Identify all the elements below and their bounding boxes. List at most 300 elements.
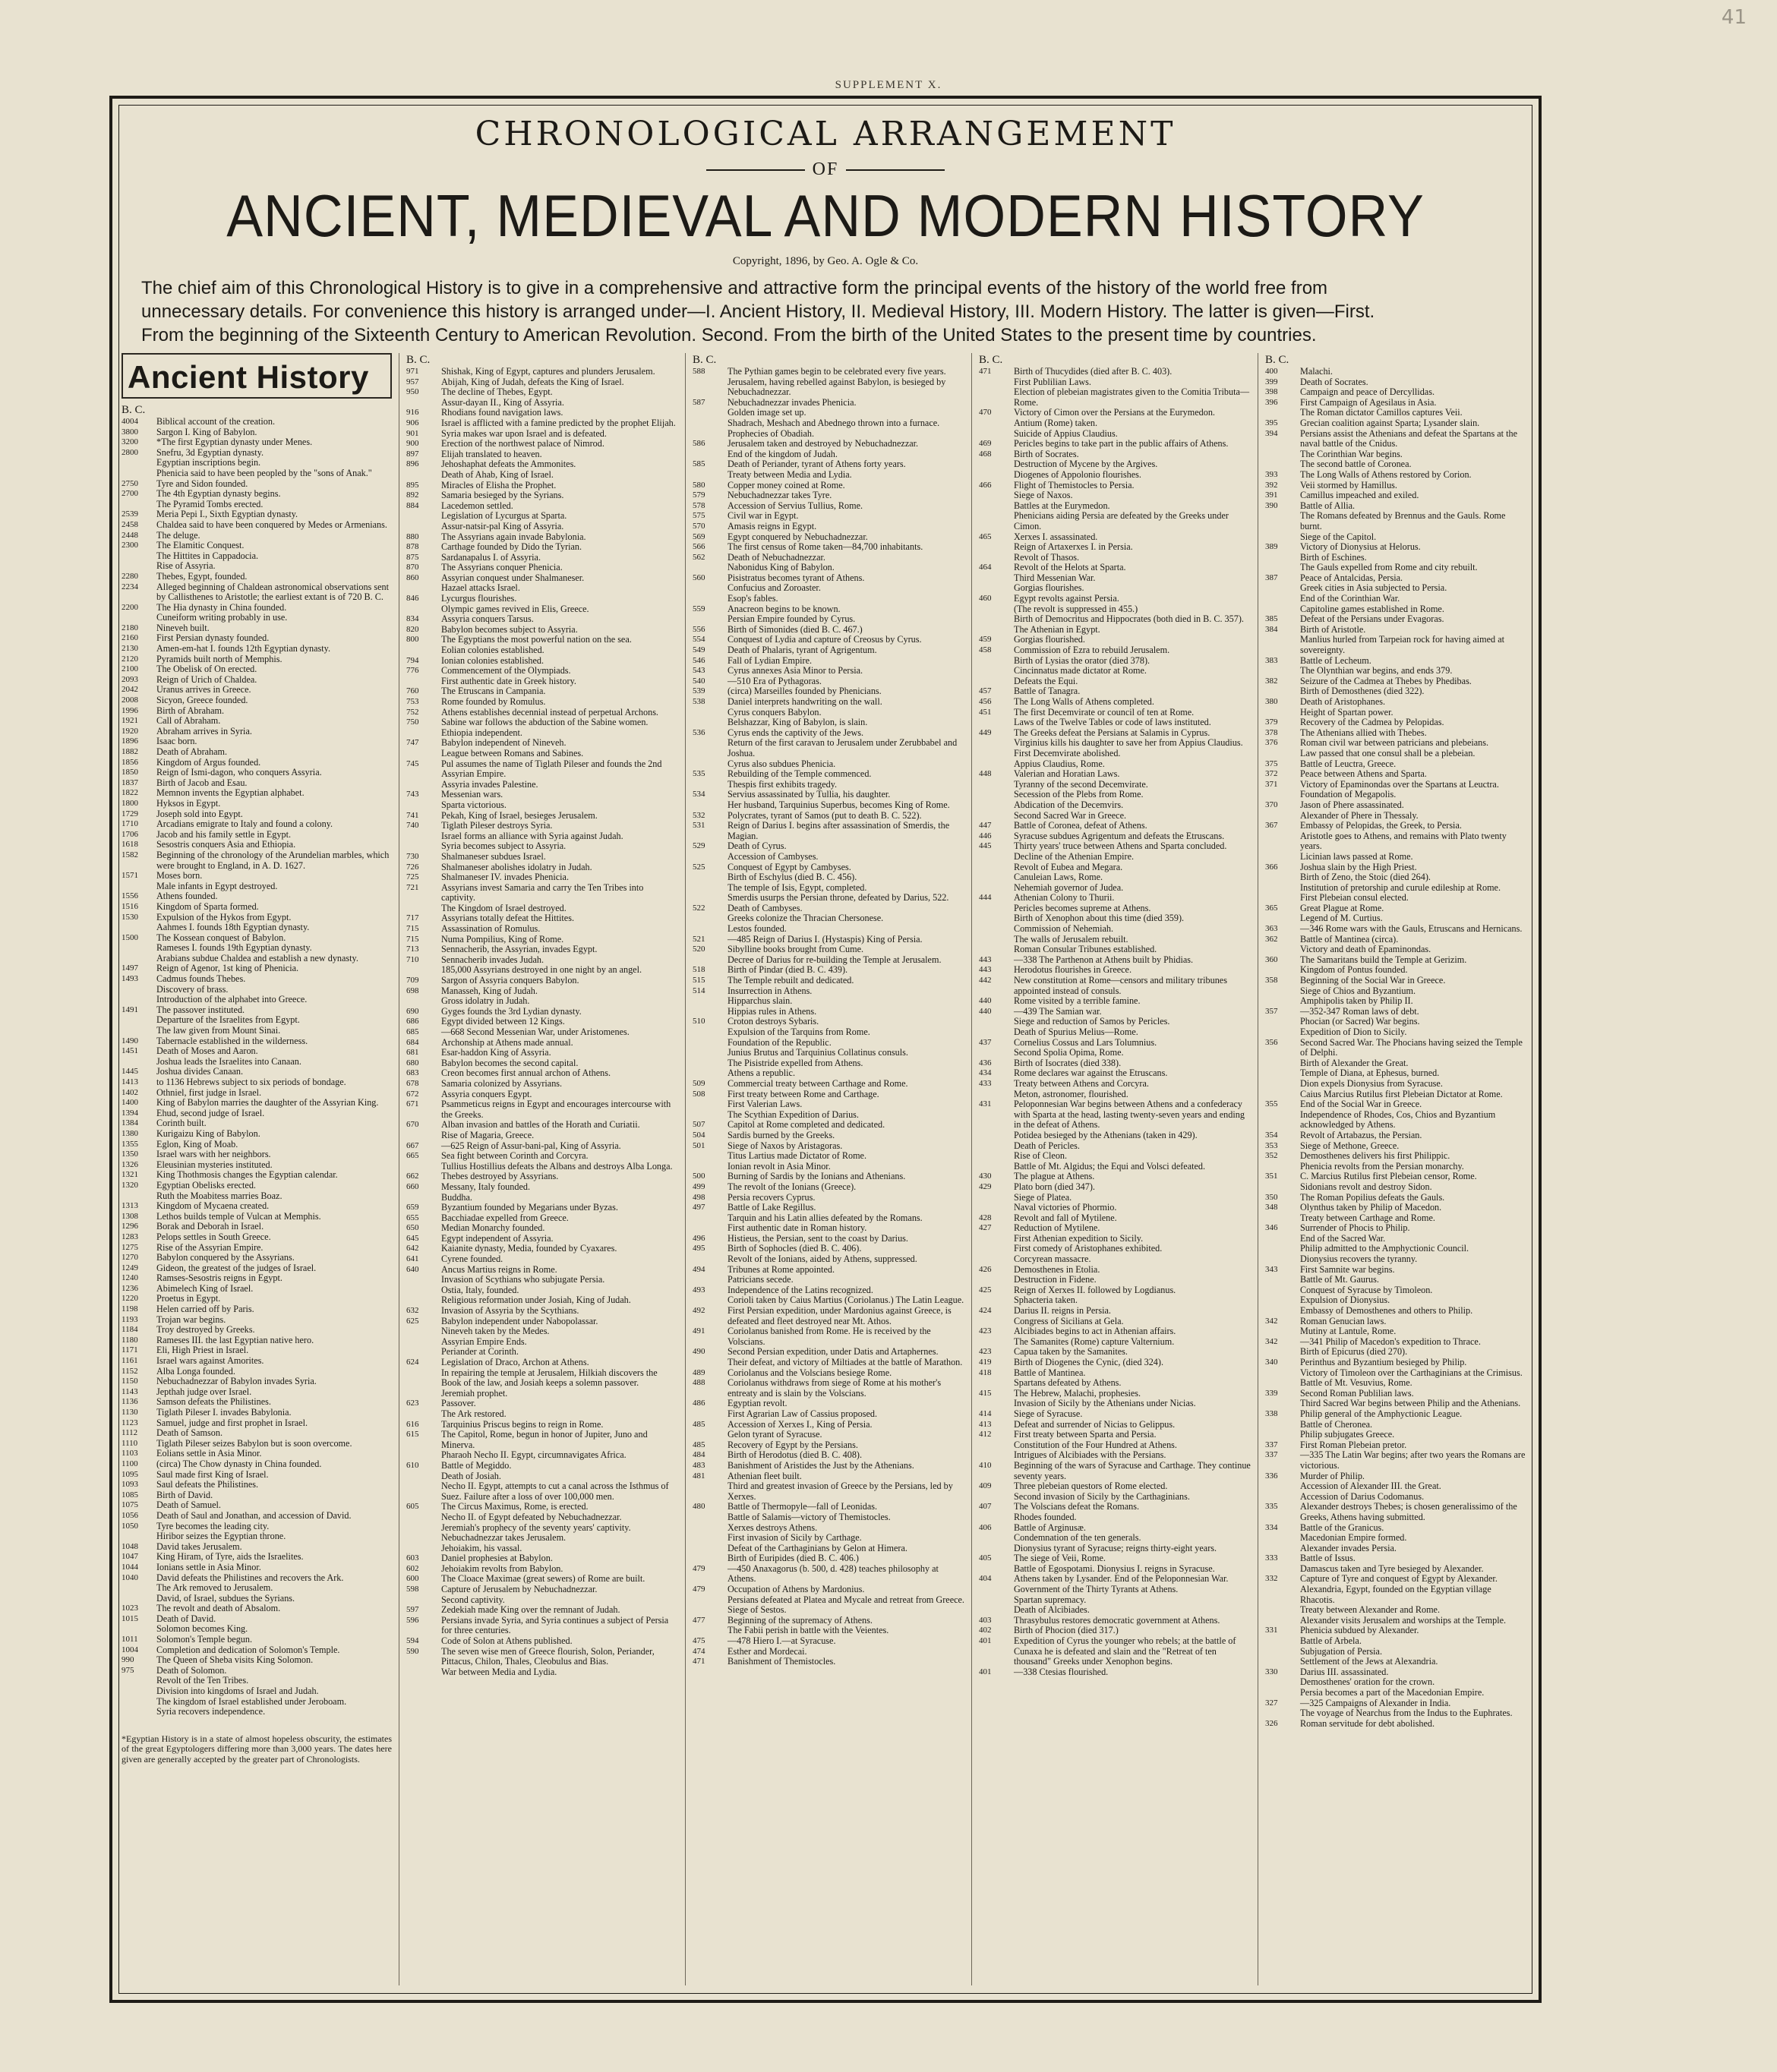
entry-text: The Elamitic Conquest. xyxy=(156,540,245,551)
chronology-entry xyxy=(979,1234,1251,1244)
entry-text: —450 Anaxagorus (b. 500, d. 428) teaches philosophy at Athens. xyxy=(728,1563,939,1585)
entry-text: New constitution at Rome—censors and military tribunes appointed instead of consuls. xyxy=(1014,975,1227,996)
entry-text: Victory of Epaminondas over the Spartans at Leuctra. xyxy=(1300,778,1499,790)
entry-text: Babylon becomes the second capital. xyxy=(441,1057,579,1068)
chronology-entry xyxy=(693,1440,964,1451)
entry-text: First Agrarian Law of Cassius proposed. xyxy=(728,1408,878,1419)
chronology-entry xyxy=(979,883,1251,894)
entry-year xyxy=(979,738,1014,749)
chronology-entry xyxy=(122,1356,392,1367)
entry-year xyxy=(1265,583,1300,594)
entry-text: Alexandria, Egypt, founded on the Egyptian village Rhacotis. xyxy=(1300,1584,1491,1605)
chronology-entry xyxy=(979,1399,1251,1409)
entry-year: 1152 xyxy=(122,1366,138,1376)
chronology-entry xyxy=(979,1430,1251,1440)
chronology-entry xyxy=(979,780,1251,790)
chronology-entry xyxy=(979,945,1251,955)
entry-text: Legislation of Lycurgus at Sparta. xyxy=(441,510,567,522)
entry-year: 436 xyxy=(979,1058,992,1068)
entry-year: 334 xyxy=(1265,1522,1278,1532)
entry-year: 2458 xyxy=(122,519,138,529)
chronology-entry xyxy=(693,1203,964,1213)
chronology-entry xyxy=(122,479,392,490)
entry-text: The Kingdom of Israel destroyed. xyxy=(441,902,567,913)
column-divider xyxy=(685,353,686,1985)
entry-year: 479 xyxy=(693,1585,705,1594)
entry-text: Pelops settles in South Greece. xyxy=(156,1231,271,1242)
entry-text: Sparta victorious. xyxy=(441,799,507,810)
chronology-entry xyxy=(406,1295,678,1306)
chronology-entry xyxy=(1265,883,1526,894)
chronology-entry xyxy=(1265,604,1526,615)
entry-text: Olympic games revived in Elis, Greece. xyxy=(441,603,589,614)
chronology-entry xyxy=(122,881,392,892)
chronology-entry xyxy=(979,1151,1251,1162)
chronology-entry xyxy=(693,666,964,676)
entry-year: 1011 xyxy=(122,1635,138,1645)
entry-text: Uranus arrives in Greece. xyxy=(156,684,251,695)
entry-year: 531 xyxy=(693,821,705,831)
chronology-entry xyxy=(979,1017,1251,1027)
entry-text: Birth of Isocrates (died 338). xyxy=(1014,1057,1122,1068)
entry-text: Nineveh built. xyxy=(156,622,210,633)
chronology-entry xyxy=(693,1068,964,1079)
chronology-entry xyxy=(122,561,392,572)
chronology-entry xyxy=(406,945,678,955)
entry-year xyxy=(1265,532,1300,543)
entry-text: Birth of Alexander the Great. xyxy=(1300,1057,1409,1068)
entry-year xyxy=(693,1512,728,1523)
entry-text: Peace of Antalcidas, Persia. xyxy=(1300,572,1403,583)
chronology-entry xyxy=(979,965,1251,976)
column-4 xyxy=(979,353,1251,1989)
chronology-entry xyxy=(406,532,678,543)
entry-year: 1236 xyxy=(122,1283,138,1293)
chronology-entry xyxy=(1265,924,1526,935)
chronology-entry xyxy=(122,736,392,747)
entry-year xyxy=(979,811,1014,822)
chronology-entry xyxy=(693,1285,964,1296)
entry-text: Birth of Epicurus (died 270). xyxy=(1300,1346,1408,1358)
chronology-entry xyxy=(1265,913,1526,924)
entry-text: Jason of Phere assassinated. xyxy=(1300,799,1404,810)
entry-text: Independence of Rhodes, Cos, Chios and Byzantium acknowledged by Athens. xyxy=(1300,1109,1496,1131)
chronology-entry xyxy=(979,1265,1251,1276)
chronology-entry xyxy=(1265,656,1526,667)
entry-year xyxy=(979,1317,1014,1327)
entry-text: Capture of Tyre and conquest of Egypt by Alexander. xyxy=(1300,1573,1498,1585)
chronology-entry xyxy=(122,1552,392,1563)
entry-text: Peloponnesian War begins between Athens and a confederacy with Sparta at the head, lasting twenty-seven years and ending in the defeat of Athens. xyxy=(1014,1099,1245,1131)
chronology-entry xyxy=(693,852,964,863)
entry-text: Greek cities in Asia subjected to Persia. xyxy=(1300,582,1447,594)
entry-text: The Circus Maximus, Rome, is erected. xyxy=(441,1501,589,1512)
entry-year xyxy=(979,429,1014,440)
chronology-entry xyxy=(979,872,1251,883)
entry-text: Psammeticus reigns in Egypt and encourages intercourse with the Greeks. xyxy=(441,1099,671,1120)
chronology-entry xyxy=(979,1141,1251,1152)
chronology-entry xyxy=(122,1428,392,1439)
chronology-entry xyxy=(1265,1636,1526,1647)
entry-year: 342 xyxy=(1265,1336,1278,1346)
chronology-entry xyxy=(122,1707,392,1717)
entry-year xyxy=(979,511,1014,531)
chronology-entry xyxy=(693,481,964,491)
chronology-entry xyxy=(979,614,1251,625)
entry-text: Passover. xyxy=(441,1398,476,1409)
chronology-entry xyxy=(1265,1317,1526,1327)
entry-year: 529 xyxy=(693,841,705,851)
chronology-entry xyxy=(1265,1698,1526,1709)
chronology-entry xyxy=(693,1131,964,1141)
entry-text: Kingdom of Pontus founded. xyxy=(1300,964,1408,976)
entry-text: The first census of Rome taken—84,700 inhabitants. xyxy=(728,541,923,553)
entry-text: Rameses I. founds 19th Egyptian dynasty. xyxy=(156,942,312,954)
chronology-entry xyxy=(1265,686,1526,697)
entry-text: Secession of the Plebs from Rome. xyxy=(1014,789,1144,800)
entry-text: Insurrection in Athens. xyxy=(728,985,813,996)
entry-year: 655 xyxy=(406,1213,419,1222)
entry-text: Condemnation of the ten generals. xyxy=(1014,1532,1141,1544)
entry-year: 1198 xyxy=(122,1304,138,1314)
entry-year: 1326 xyxy=(122,1159,138,1169)
entry-text: The Romans defeated by Brennus and the Gauls. Rome burnt. xyxy=(1300,510,1506,531)
entry-text: Height of Spartan power. xyxy=(1300,706,1394,717)
entry-text: Siege of the Capitol. xyxy=(1300,531,1377,542)
entry-year xyxy=(979,800,1014,811)
chronology-entry xyxy=(693,1275,964,1285)
chronology-entry xyxy=(406,976,678,986)
chronology-entry xyxy=(122,809,392,820)
entry-text: Pisistratus becomes tyrant of Athens. xyxy=(728,572,865,583)
entry-text: Lycurgus flourishes. xyxy=(441,593,517,604)
entry-year: 522 xyxy=(693,903,705,913)
entry-text: Solomon becomes King. xyxy=(156,1623,248,1635)
page-number: 41 xyxy=(1721,6,1747,29)
chronology-entry xyxy=(122,1470,392,1481)
entry-year xyxy=(979,1244,1014,1254)
chronology-entry xyxy=(693,759,964,770)
entry-year: 1015 xyxy=(122,1613,138,1623)
chronology-entry xyxy=(122,1212,392,1222)
chronology-entry xyxy=(979,408,1251,418)
entry-year xyxy=(979,1533,1014,1544)
chronology-entry xyxy=(122,850,392,871)
entry-year: 383 xyxy=(1265,655,1278,665)
entry-text: Reduction of Mytilene. xyxy=(1014,1222,1100,1234)
chronology-entry xyxy=(1265,1358,1526,1368)
chronology-entry xyxy=(406,1048,678,1058)
chronology-entry xyxy=(979,1378,1251,1389)
entry-year xyxy=(1265,831,1300,852)
entry-year: 602 xyxy=(406,1563,419,1573)
entry-text: Settlement of the Jews at Alexandria. xyxy=(1300,1656,1438,1667)
entry-text: Syracuse subdues Agrigentum and defeats the Etruscans. xyxy=(1014,830,1225,841)
chronology-entry xyxy=(406,1471,678,1482)
entry-text: Sea fight between Corinth and Corcyra. xyxy=(441,1150,589,1162)
entry-year: 525 xyxy=(693,862,705,872)
chronology-entry xyxy=(979,893,1251,904)
chronology-entry xyxy=(406,1285,678,1296)
entry-year: 1056 xyxy=(122,1510,138,1520)
entry-year: 1451 xyxy=(122,1046,138,1056)
entry-year xyxy=(406,398,441,408)
entry-text: Caius Marcius Rutilus first Plebeian Dictator at Rome. xyxy=(1300,1088,1503,1099)
chronology-entry xyxy=(979,501,1251,512)
entry-year: 384 xyxy=(1265,624,1278,634)
chronology-entry xyxy=(122,1140,392,1150)
entry-text: Abijah, King of Judah, defeats the King of Israel. xyxy=(441,376,624,387)
entry-text: Demosthenes' oration for the crown. xyxy=(1300,1676,1435,1688)
chronology-entry xyxy=(406,1667,678,1678)
entry-text: Demosthenes in Etolia. xyxy=(1014,1263,1100,1275)
chronology-entry xyxy=(122,1387,392,1398)
chronology-entry xyxy=(979,976,1251,996)
entry-year: 479 xyxy=(693,1563,705,1573)
entry-text: Call of Abraham. xyxy=(156,715,221,727)
entry-year: 403 xyxy=(979,1615,992,1625)
chronology-entry xyxy=(1265,1275,1526,1285)
entry-text: Phenicia revolts from the Persian monarchy. xyxy=(1300,1160,1464,1172)
header xyxy=(114,114,1537,347)
entry-text: Aristotle goes to Athens, and remains with Plato twenty years. xyxy=(1300,830,1507,852)
entry-text: The Corinthian War begins. xyxy=(1300,448,1403,459)
chronology-entry xyxy=(1265,1162,1526,1172)
chronology-entry xyxy=(979,635,1251,645)
chronology-entry xyxy=(693,811,964,822)
entry-text: Third Sacred War begins between Philip and the Athenians. xyxy=(1300,1398,1521,1409)
chronology-entry xyxy=(1265,811,1526,822)
entry-text: Congress of Sicilians at Gela. xyxy=(1014,1315,1124,1326)
entry-text: Battle of Thermopyle—fall of Leonidas. xyxy=(728,1501,878,1512)
entry-text: Expedition of Cyrus the younger who rebels; at the battle of Cunaxa he is defeated and slain and the "Retreat of ten thousand" Greeks under Xenophon begins. xyxy=(1014,1635,1236,1667)
entry-year: 800 xyxy=(406,635,419,645)
entry-text: Darius II. reigns in Persia. xyxy=(1014,1305,1111,1317)
entry-text: Rise of Magaria, Greece. xyxy=(441,1129,535,1140)
entry-year: 1110 xyxy=(122,1438,138,1448)
entry-year xyxy=(693,470,728,481)
entry-year xyxy=(693,1110,728,1121)
entry-text: Birth of Euripides (died B. C. 406.) xyxy=(728,1553,859,1564)
chronology-entry xyxy=(693,367,964,377)
entry-year xyxy=(693,1544,728,1554)
chronology-entry xyxy=(1265,1389,1526,1399)
entry-year: 895 xyxy=(406,480,419,490)
entry-text: Egypt conquered by Nebuchadnezzar. xyxy=(728,531,868,542)
entry-text: The Samanites (Rome) capture Valternium. xyxy=(1014,1336,1175,1347)
entry-text: Invasion of Assyria by the Scythians. xyxy=(441,1305,579,1317)
entry-year: 419 xyxy=(979,1358,992,1367)
entry-text: Buddha. xyxy=(441,1191,472,1203)
entry-text: Spartans defeated by Athens. xyxy=(1014,1377,1122,1389)
entry-text: Egypt independent of Assyria. xyxy=(441,1232,554,1244)
entry-year xyxy=(1265,666,1300,676)
entry-year: 447 xyxy=(979,821,992,831)
chronology-entry xyxy=(122,1511,392,1522)
entry-year: 470 xyxy=(979,408,992,418)
entry-year: 443 xyxy=(979,954,992,964)
chronology-entry xyxy=(122,1098,392,1109)
entry-text: Spartan supremacy. xyxy=(1014,1594,1087,1605)
entry-text: Ostia, Italy, founded. xyxy=(441,1284,519,1295)
entry-text: Esop's fables. xyxy=(728,593,778,604)
entry-year: 2234 xyxy=(122,582,138,591)
chronology-entry xyxy=(693,1193,964,1203)
entry-year xyxy=(406,841,441,852)
chronology-entry xyxy=(979,1553,1251,1564)
entry-text: Pharaoh Necho II. Egypt, circumnavigates Africa. xyxy=(441,1449,627,1461)
chronology-entry xyxy=(406,1636,678,1647)
chronology-entry xyxy=(979,935,1251,945)
entry-text: Creon becomes first annual archon of Athens. xyxy=(441,1068,611,1079)
chronology-entry xyxy=(406,841,678,852)
chronology-entry xyxy=(122,706,392,717)
entry-year xyxy=(406,645,441,656)
chronology-entry xyxy=(122,468,392,479)
entry-text: Return of the first caravan to Jerusalem under Zerubbabel and Joshua. xyxy=(728,737,958,758)
entry-text: Kingdom of Mycaena created. xyxy=(156,1200,270,1212)
chronology-entry xyxy=(693,986,964,997)
chronology-entry xyxy=(693,1172,964,1182)
entry-year xyxy=(1265,553,1300,563)
chronology-entry xyxy=(406,1131,678,1141)
chronology-entry xyxy=(1265,1399,1526,1409)
chronology-entry xyxy=(122,954,392,964)
entry-year: 1320 xyxy=(122,1180,138,1190)
entry-year xyxy=(122,1676,156,1686)
chronology-entry xyxy=(122,1583,392,1594)
entry-text: Thebes, Egypt, founded. xyxy=(156,570,248,582)
entry-year xyxy=(979,1027,1014,1038)
entry-year xyxy=(1265,686,1300,697)
entry-year xyxy=(979,676,1014,687)
entry-text: Manlius hurled from Tarpeian rock for having aimed at sovereignty. xyxy=(1300,634,1504,656)
entry-year: 752 xyxy=(406,707,419,717)
chronology-entry xyxy=(122,437,392,448)
entry-year xyxy=(979,1048,1014,1058)
chronology-entry xyxy=(1265,511,1526,531)
entry-year xyxy=(979,749,1014,759)
entry-year: 471 xyxy=(693,1657,705,1667)
chronology-entry xyxy=(406,1203,678,1213)
chronology-entry xyxy=(979,1533,1251,1544)
entry-text: Snefru, 3d Egyptian dynasty. xyxy=(156,446,264,458)
entry-year: 484 xyxy=(693,1450,705,1460)
entry-year: 536 xyxy=(693,727,705,737)
entry-text: The passover instituted. xyxy=(156,1004,245,1015)
entry-text: Thirty years' truce between Athens and Sparta concluded. xyxy=(1014,840,1227,852)
entry-text: Seizure of the Cadmea at Thebes by Phedibas. xyxy=(1300,675,1472,686)
chronology-entry xyxy=(122,1480,392,1490)
entry-year: 1240 xyxy=(122,1273,138,1283)
entry-text: Saul defeats the Philistines. xyxy=(156,1479,259,1490)
entry-text: Ionians settle in Asia Minor. xyxy=(156,1561,261,1572)
entry-text: Rhodes founded. xyxy=(1014,1511,1077,1522)
entry-text: Death of Saul and Jonathan, and accession of David. xyxy=(156,1509,352,1521)
chronology-entry xyxy=(1265,1647,1526,1657)
chronology-entry xyxy=(693,1120,964,1131)
entry-text: Capture of Jerusalem by Nebuchadnezzar. xyxy=(441,1584,598,1595)
chronology-entry xyxy=(979,1203,1251,1213)
chronology-entry xyxy=(406,1038,678,1049)
entry-text: Tiglath Pileser destroys Syria. xyxy=(441,820,553,831)
entry-year xyxy=(406,1471,441,1482)
entry-text: Reign of Urich of Chaldea. xyxy=(156,673,257,685)
entry-year: 539 xyxy=(693,686,705,696)
entry-year: 532 xyxy=(693,810,705,820)
entry-text: Alban invasion and battles of the Horath and Curiatii. xyxy=(441,1119,640,1131)
entry-year: 645 xyxy=(406,1233,419,1243)
entry-text: Birth of Phocion (died 317.) xyxy=(1014,1625,1119,1636)
chronology-entry xyxy=(406,418,678,429)
chronology-entry xyxy=(979,1502,1251,1512)
entry-text: Arcadians emigrate to Italy and found a colony. xyxy=(156,818,333,830)
entry-year xyxy=(979,418,1014,429)
chronology-entry xyxy=(979,666,1251,676)
entry-year: 499 xyxy=(693,1181,705,1191)
chronology-entry xyxy=(693,913,964,924)
entry-year xyxy=(979,863,1014,873)
entry-year xyxy=(406,1409,441,1420)
entry-text: Revolt and fall of Mytilene. xyxy=(1014,1212,1117,1223)
chronology-entry xyxy=(693,1038,964,1049)
entry-year xyxy=(1265,1347,1300,1358)
chronology-entry xyxy=(122,1686,392,1697)
entry-year: 494 xyxy=(693,1264,705,1274)
chronology-entry xyxy=(406,986,678,997)
chronology-entry xyxy=(122,1046,392,1057)
entry-year: 740 xyxy=(406,821,419,831)
entry-year: 407 xyxy=(979,1502,992,1512)
entry-year: 1184 xyxy=(122,1325,138,1335)
entry-year xyxy=(979,666,1014,676)
chronology-entry xyxy=(693,449,964,460)
entry-year: 520 xyxy=(693,945,705,954)
entry-year xyxy=(122,881,156,892)
entry-year: 642 xyxy=(406,1244,419,1254)
chronology-entry xyxy=(979,1564,1251,1575)
entry-text: The Greeks defeat the Persians at Salamis in Cyprus. xyxy=(1014,727,1210,738)
entry-text: Capua taken by the Samanites. xyxy=(1014,1346,1128,1358)
chronology-entry xyxy=(693,522,964,532)
entry-year xyxy=(122,1697,156,1708)
entry-text: Commencement of the Olympiads. xyxy=(441,665,571,676)
chronology-entry xyxy=(1265,1605,1526,1616)
entry-text: Death of Ahab, King of Israel. xyxy=(441,468,554,480)
entry-text: Invasion of Sicily by the Athenians under Nicias. xyxy=(1014,1398,1196,1409)
entry-text: In repairing the temple at Jerusalem, Hilkiah discovers the Book of the law, and Josiah keeps a solemn passover. xyxy=(441,1367,658,1389)
entry-year: 670 xyxy=(406,1120,419,1130)
entry-text: Shalmaneser IV. invades Phenicia. xyxy=(441,872,569,883)
column-2 xyxy=(406,353,678,1989)
chronology-entry xyxy=(693,1079,964,1090)
entry-year xyxy=(979,1275,1014,1285)
entry-year: 1220 xyxy=(122,1294,138,1304)
entry-text: Battle of Tanagra. xyxy=(1014,686,1081,697)
entry-year: 2042 xyxy=(122,685,138,695)
chronology-entry xyxy=(122,1459,392,1470)
chronology-entry xyxy=(979,1162,1251,1172)
entry-text: —338 Ctesias flourished. xyxy=(1014,1666,1109,1677)
entry-text: Gorgias flourishes. xyxy=(1014,582,1084,594)
entry-year xyxy=(1265,1481,1300,1492)
chronology-entry xyxy=(693,1027,964,1038)
entry-text: Birth of Simonides (died B. C. 467.) xyxy=(728,623,863,635)
entry-text: The Assyrians conquer Phenicia. xyxy=(441,562,563,573)
entry-text: to 1136 Hebrews subject to six periods of bondage. xyxy=(156,1077,346,1087)
entry-text: Gross idolatry in Judah. xyxy=(441,995,530,1007)
chronology-entry xyxy=(1265,1409,1526,1420)
